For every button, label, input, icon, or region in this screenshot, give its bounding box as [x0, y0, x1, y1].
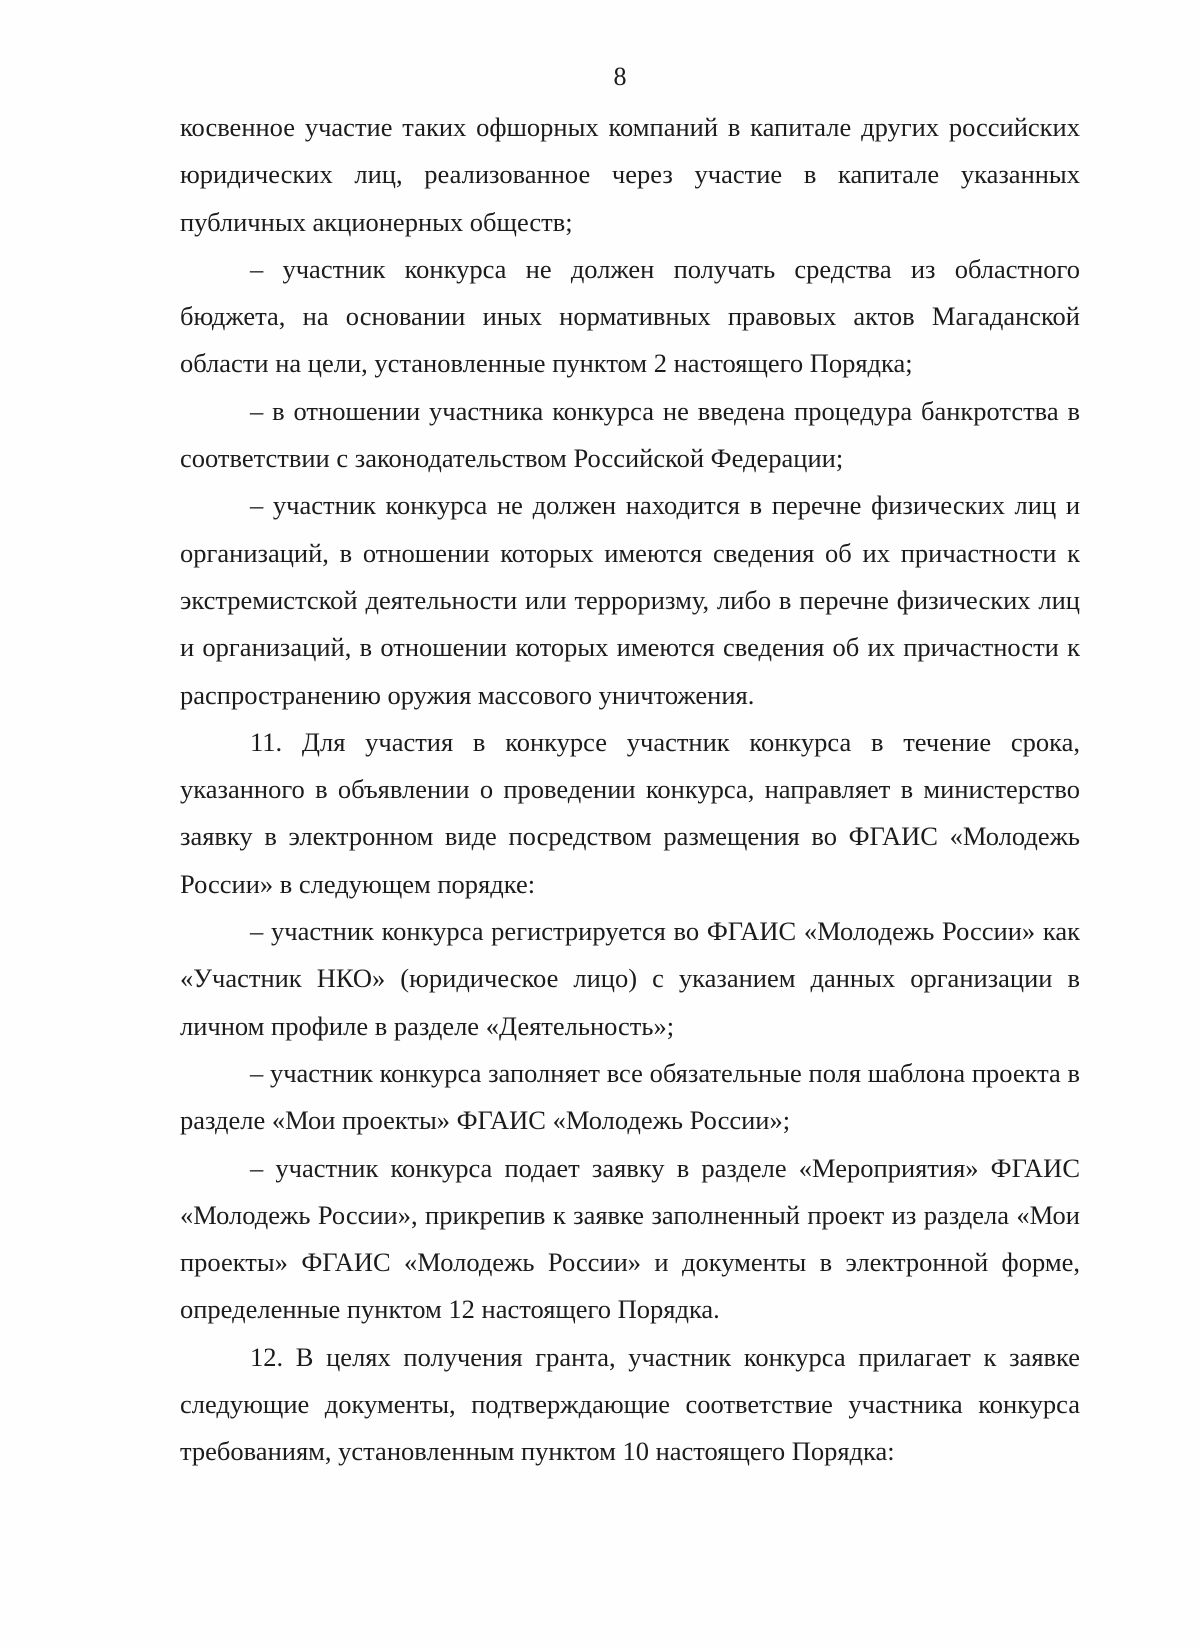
paragraph-extremism-condition: – участник конкурса не должен находится в перечне физических лиц и организаций, в отношении которых имеются сведения об их причастности к экстремистской деятельности или терроризму, либо в перечне физических лиц и организаций, в отношении которых имеются сведения об их причастности к распространению оружия массового уничтожения.	[180, 490, 1080, 710]
paragraph-bankruptcy-condition: – в отношении участника конкурса не введена процедура банкротства в соответствии с законодательством Российской Федерации;	[180, 395, 1080, 474]
paragraph-continuation: косвенное участие таких офшорных компаний в капитале других российских юридических лиц, реализованное через участие в капитале указанных публичных акционерных обществ;	[180, 112, 1080, 237]
page-number: 8	[613, 62, 627, 91]
document-body	[180, 104, 1080, 1476]
paragraph-registration-step: – участник конкурса регистрируется во ФГАИС «Молодежь России» как «Участник НКО» (юридическое лицо) с указанием данных организации в личном профиле в разделе «Деятельность»;	[180, 916, 1080, 1041]
paragraph-clause-11: 11. Для участия в конкурсе участник конкурса в течение срока, указанного в объявлении о проведении конкурса, направляет в министерство заявку в электронном виде посредством размещения во ФГАИС «Молодежь России» в следующем порядке:	[180, 726, 1080, 899]
paragraph-project-template-step: – участник конкурса заполняет все обязательные поля шаблона проекта в разделе «Мои проекты» ФГАИС «Молодежь России»;	[180, 1057, 1080, 1136]
paragraph-budget-condition: – участник конкурса не должен получать средства из областного бюджета, на основании иных нормативных правовых актов Магаданской области на цели, установленные пунктом 2 настоящего Порядка;	[180, 253, 1080, 379]
paragraph-submission-step: – участник конкурса подает заявку в разделе «Мероприятия» ФГАИС «Молодежь России», прикрепив к заявке заполненный проект из раздела «Мои проекты» ФГАИС «Молодежь России» и документы в электронной форме, определенные пунктом 12 настоящего Порядка.	[180, 1152, 1080, 1325]
paragraph-clause-12: 12. В целях получения гранта, участник конкурса прилагает к заявке следующие документы, подтверждающие соответствие участника конкурса требованиям, установленным пунктом 10 настоящего Порядка:	[180, 1341, 1080, 1467]
